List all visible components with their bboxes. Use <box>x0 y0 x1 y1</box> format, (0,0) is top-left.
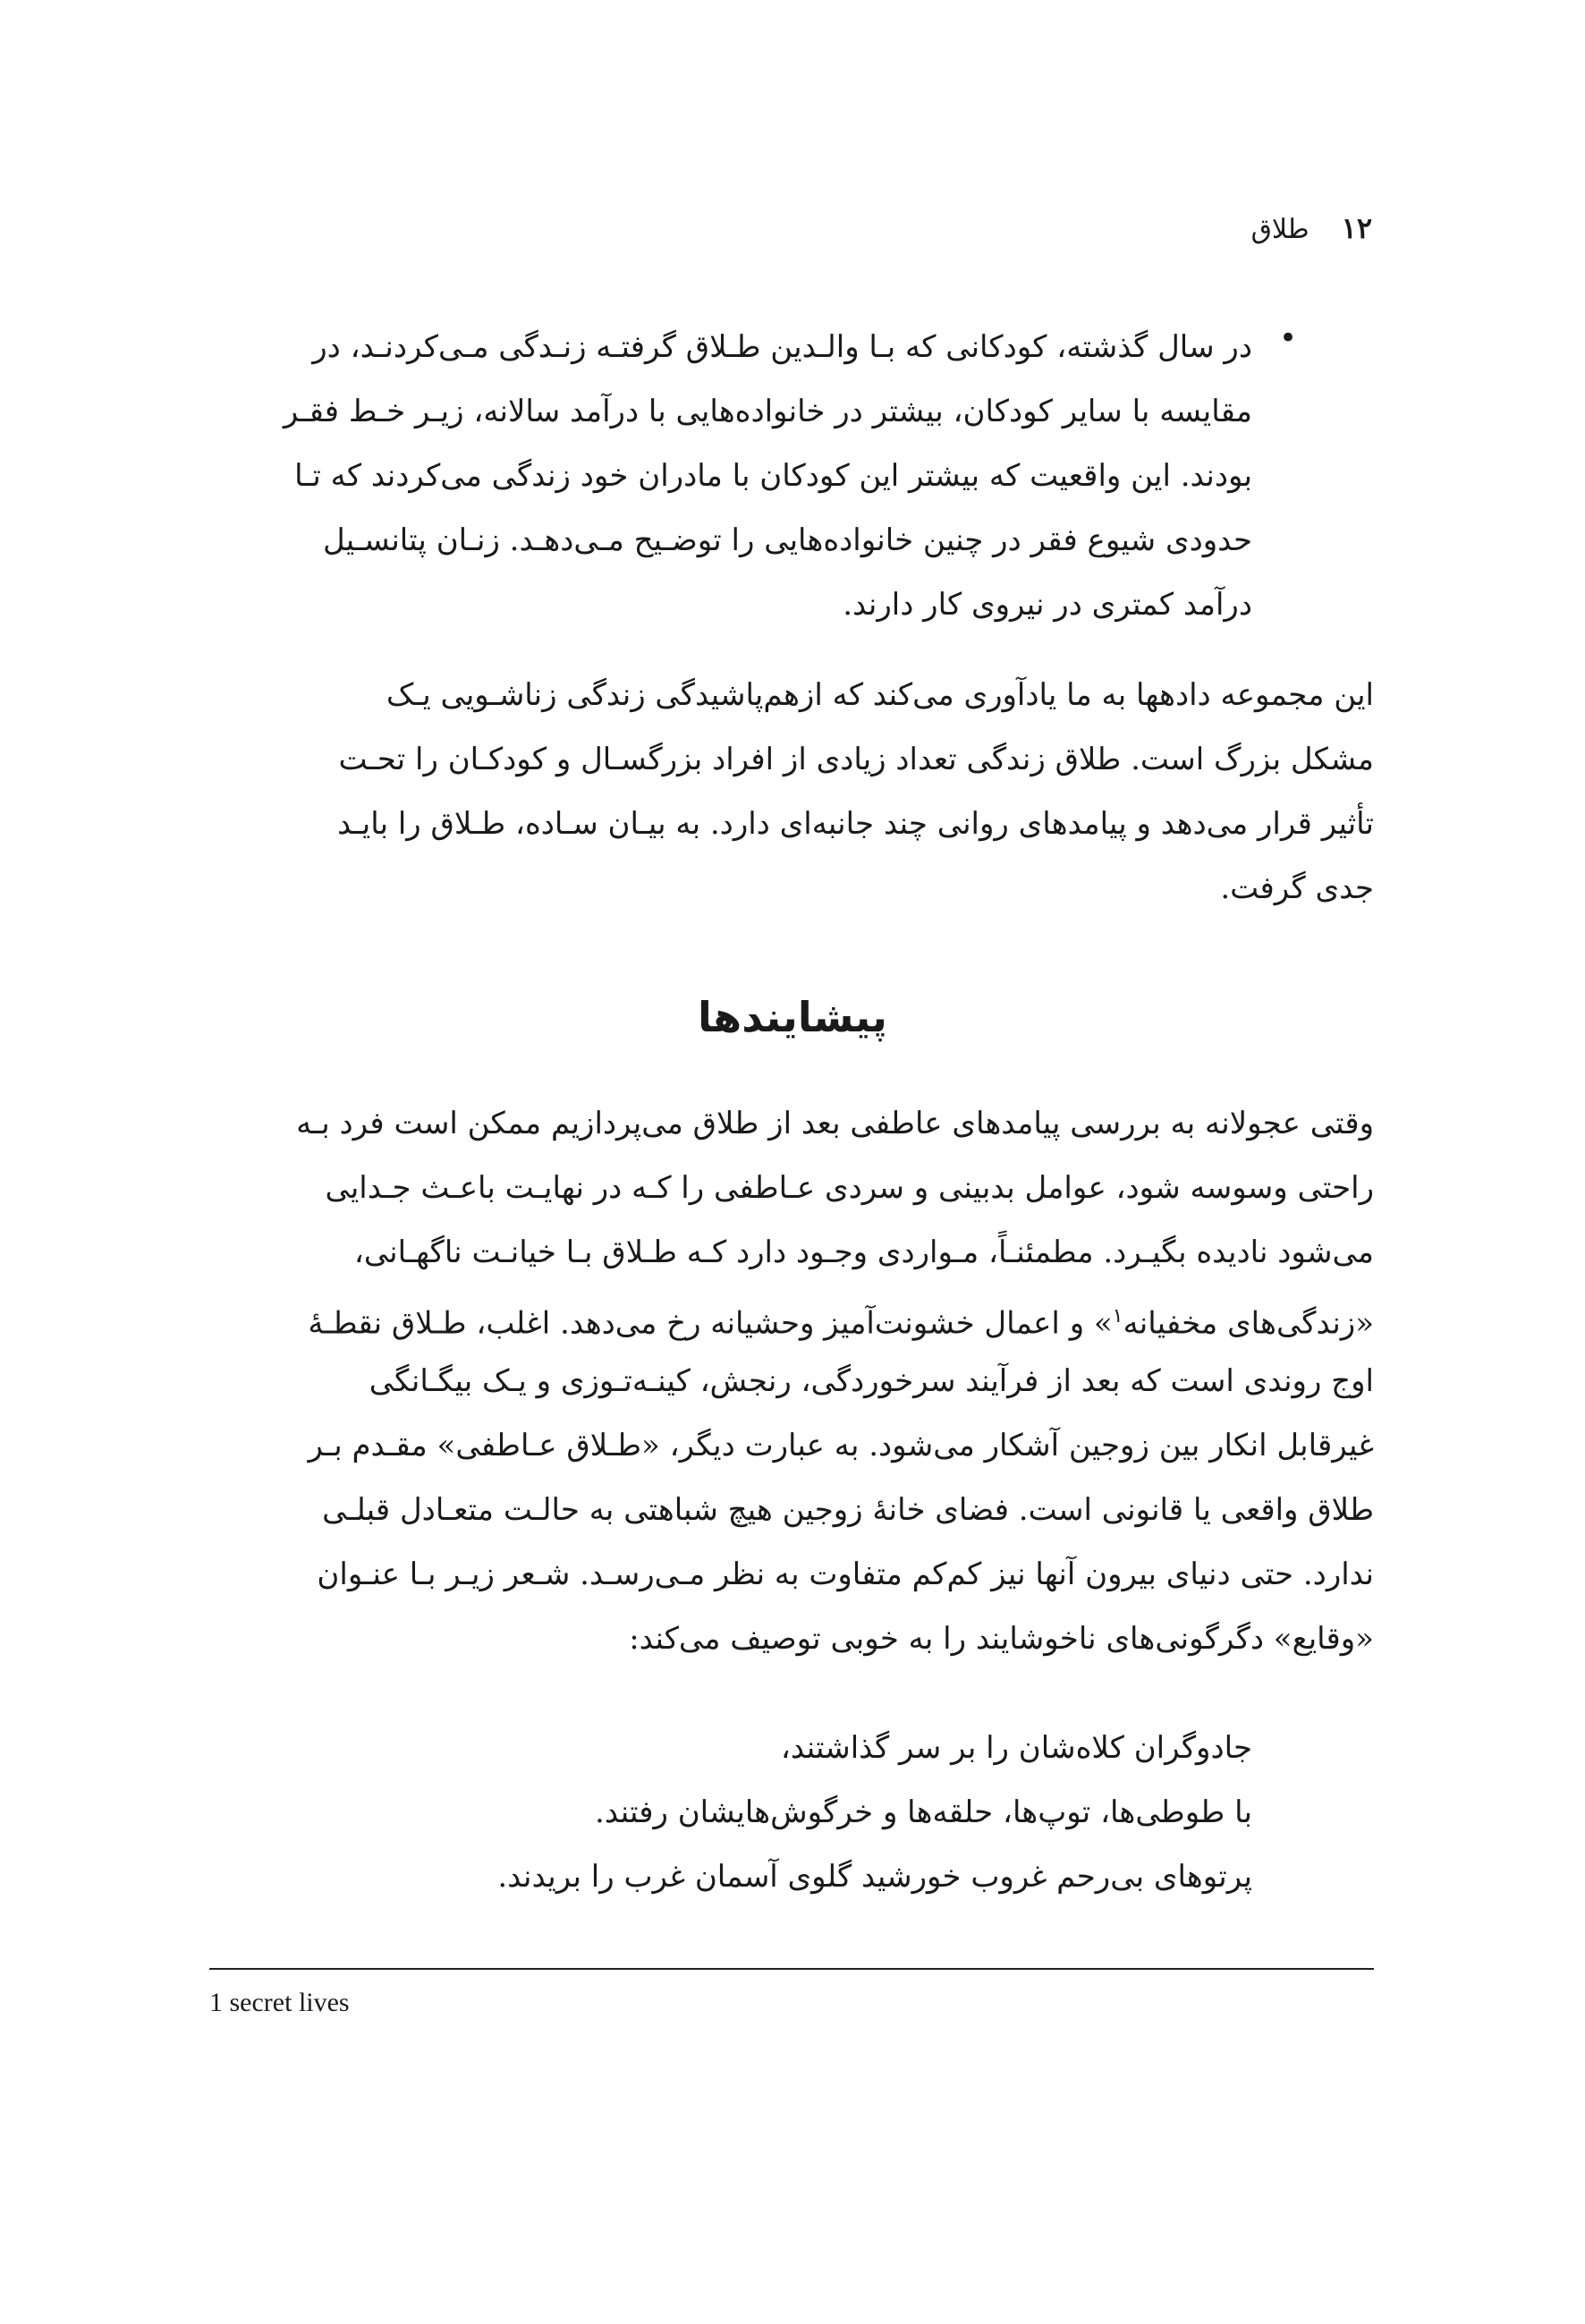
running-title: طلاق <box>1250 214 1310 245</box>
paragraph-line: وقتی عجولانه به بررسی پیامدهای عاطفی بعد از طلاق می‌پردازیم ممکن است فرد بـه <box>296 1106 1374 1141</box>
paragraph-line: می‌شود نادیده بگیـرد. مطمئنـاً، مـواردی وجـود دارد کـه طـلاق بـا خیانـت ناگهـانی، <box>353 1234 1374 1270</box>
paragraph-line: این مجموعه دادهها به ما یادآوری می‌کند که ازهم‌پاشیدگی زندگی زناشـویی یـک <box>386 677 1374 713</box>
page-number: ۱۲ <box>1341 211 1372 245</box>
poem-line: پرتوهای بی‌رحم غروب خورشید گلوی آسمان غرب را بریدند. <box>497 1859 1252 1895</box>
running-header <box>1251 211 1372 245</box>
footnote: 1 secret lives <box>209 1988 350 2017</box>
bullet-marker: • <box>1278 320 1297 356</box>
poem <box>394 1716 1252 1909</box>
bullet-item <box>231 315 1297 637</box>
paragraph-line: غیرقابل انکار بین زوجین آشکار می‌شود. به عبارت دیگر، «طـلاق عـاطفی» مقـدم بـر <box>308 1428 1374 1463</box>
paragraph-line: مشکل بزرگ است. طلاق زندگی تعداد زیادی از افراد بزرگسـال و کودکـان را تحـت <box>338 742 1374 777</box>
paragraph-line: تأثیر قرار می‌دهد و پیامدهای روانی چند جانبه‌ای دارد. به بیـان سـاده، طـلاق را بایـد <box>336 806 1374 842</box>
quote-close: » <box>1093 1305 1113 1342</box>
paragraph-line: راحتی وسوسه شود، عوامل بدبینی و سردی عـاطفی را کـه در نهایـت باعـث جـدایی <box>325 1170 1374 1206</box>
paragraph-line-with-footnote <box>209 1285 1374 1349</box>
bullet-line: درآمد کمتری در نیروی کار دارند. <box>843 587 1252 623</box>
paragraph-line: «وقایع» دگرگونی‌های ناخوشایند را به خوبی توصیف می‌کند: <box>629 1621 1374 1657</box>
line-remainder: و اعمال خشونت‌آمیز وحشیانه رخ می‌دهد. اغلب، طـلاق نقطـهٔ <box>308 1305 1085 1342</box>
bullet-line: حدودی شیوع فقر در چنین خانواده‌هایی را توضـیح مـی‌دهـد. زنـان پتانسـیل <box>323 522 1252 558</box>
poem-line: جادوگران کلاه‌شان را بر سر گذاشتند، <box>780 1730 1252 1766</box>
footnote-divider <box>209 1968 1374 1970</box>
paragraph-line: ندارد. حتی دنیای بیرون آنها نیز کم‌کم متفاوت به نظر مـی‌رسـد. شـعر زیـر بـا عنـوان <box>317 1556 1374 1592</box>
paragraph-line: طلاق واقعی یا قانونی است. فضای خانهٔ زوجین هیچ شباهتی به حالـت متعـادل قبلـی <box>322 1492 1374 1528</box>
poem-line: با طوطی‌ها، توپ‌ها، حلقه‌ها و خرگوش‌هایشان رفتند. <box>595 1794 1252 1830</box>
bullet-line: در سال گذشته، کودکانی که بـا والـدین طـلاق گرفتـه زنـدگی مـی‌کردنـد، در <box>312 329 1252 365</box>
bullet-line: بودند. این واقعیت که بیشتر این کودکان با مادران خود زندگی می‌کردند که تـا <box>294 458 1252 494</box>
paragraph-line: جدی گرفت. <box>1220 870 1374 906</box>
paragraph-2 <box>209 1091 1374 1671</box>
quote-prefix: «زندگی‌های مخفیانه <box>1123 1305 1374 1342</box>
section-heading: پیشایندها <box>698 993 887 1041</box>
footnote-reference: ۱ <box>1112 1305 1123 1327</box>
paragraph-1 <box>209 663 1374 920</box>
paragraph-line: اوج روندی است که بعد از فرآیند سرخوردگی، رنجش، کینـه‌تـوزی و یـک بیگـانگی <box>369 1363 1374 1399</box>
bullet-line: مقایسه با سایر کودکان، بیشتر در خانواده‌هایی با درآمد سالانه، زیـر خـط فقـر <box>283 394 1252 429</box>
